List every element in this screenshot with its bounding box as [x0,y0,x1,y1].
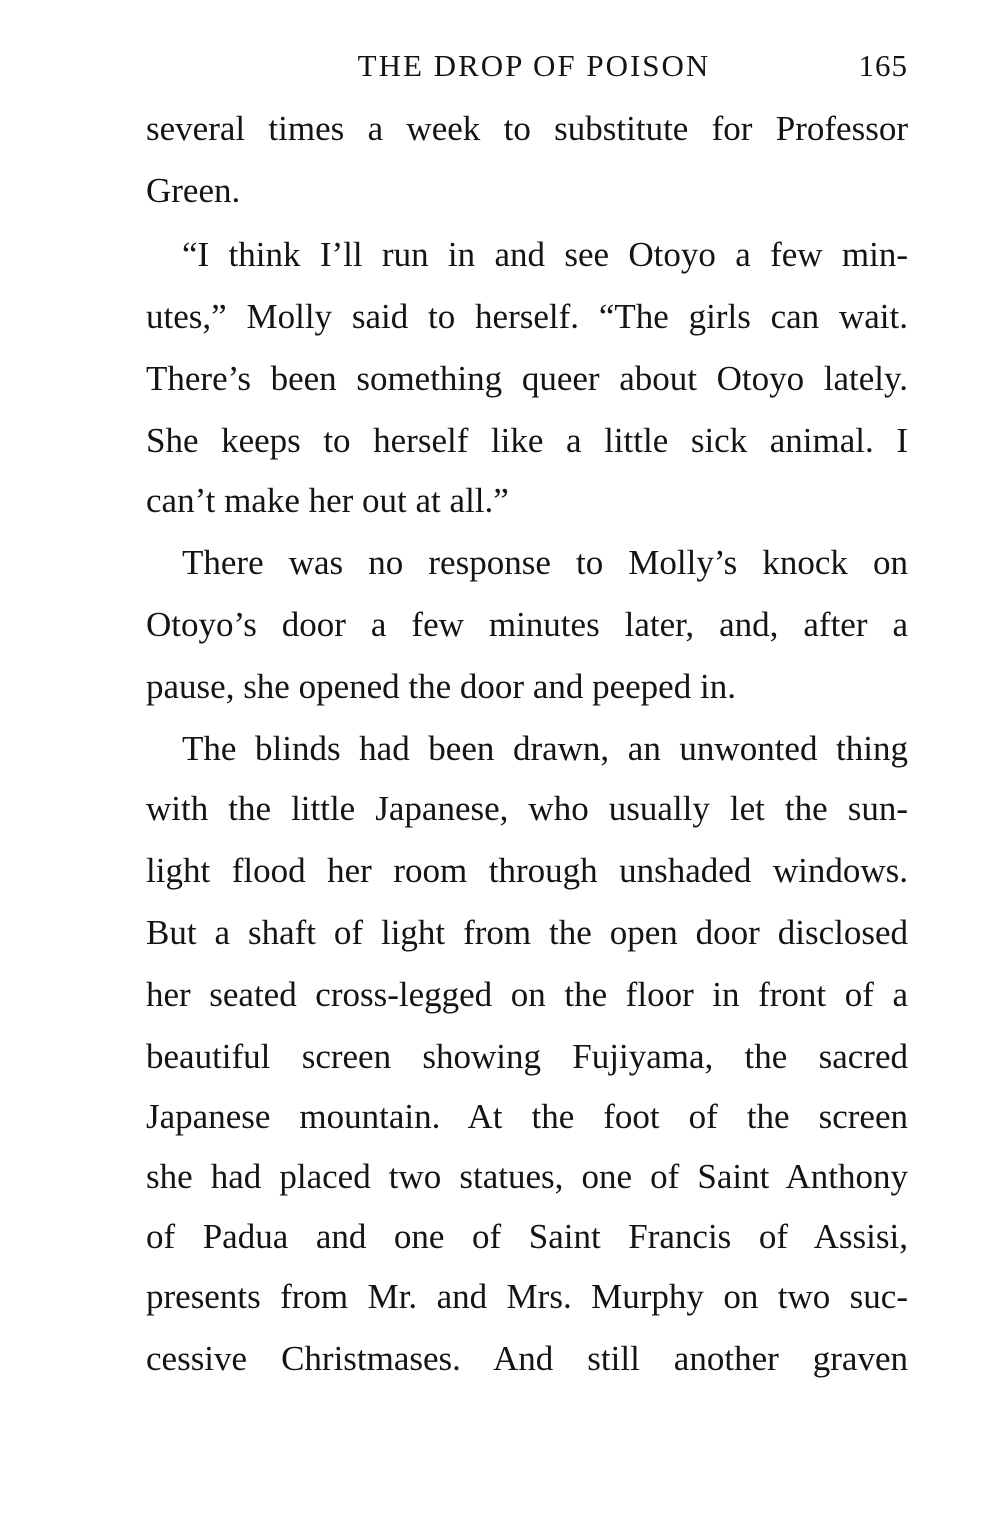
text-line: Green. [146,171,241,210]
text-line: Japanese mountain. At the foot of the screen [146,1097,908,1136]
text-line: with the little Japanese, who usually let the sun- [146,789,908,828]
text-line: her seated cross-legged on the floor in front of a [146,975,908,1014]
text-line: several times a week to substitute for Professor [146,109,908,148]
text-line: beautiful screen showing Fujiyama, the sacred [146,1037,908,1076]
text-line: But a shaft of light from the open door disclosed [146,913,908,952]
text-line: cessive Christmases. And still another graven [146,1339,908,1378]
paragraph-start-line: “I think I’ll run in and see Otoyo a few min- [182,235,908,274]
page-number: 165 [858,48,908,83]
paragraph-start-line: The blinds had been drawn, an unwonted thing [182,729,908,768]
text-line: light flood her room through unshaded windows. [146,851,908,890]
text-line: pause, she opened the door and peeped in. [146,667,736,706]
text-line: There’s been something queer about Otoyo lately. [146,359,908,398]
text-line: can’t make her out at all.” [146,481,509,520]
paragraph-start-line: There was no response to Molly’s knock on [182,543,908,582]
text-line: presents from Mr. and Mrs. Murphy on two suc- [146,1277,908,1316]
running-title: THE DROP OF POISON [357,48,711,83]
text-line: utes,” Molly said to herself. “The girls can wait. [146,297,908,336]
text-line: Otoyo’s door a few minutes later, and, after a [146,605,908,644]
text-line: She keeps to herself like a little sick animal. I [146,421,908,460]
text-line: she had placed two statues, one of Saint Anthony [146,1157,908,1196]
running-head [146,44,908,88]
text-line: of Padua and one of Saint Francis of Assisi, [146,1217,908,1256]
